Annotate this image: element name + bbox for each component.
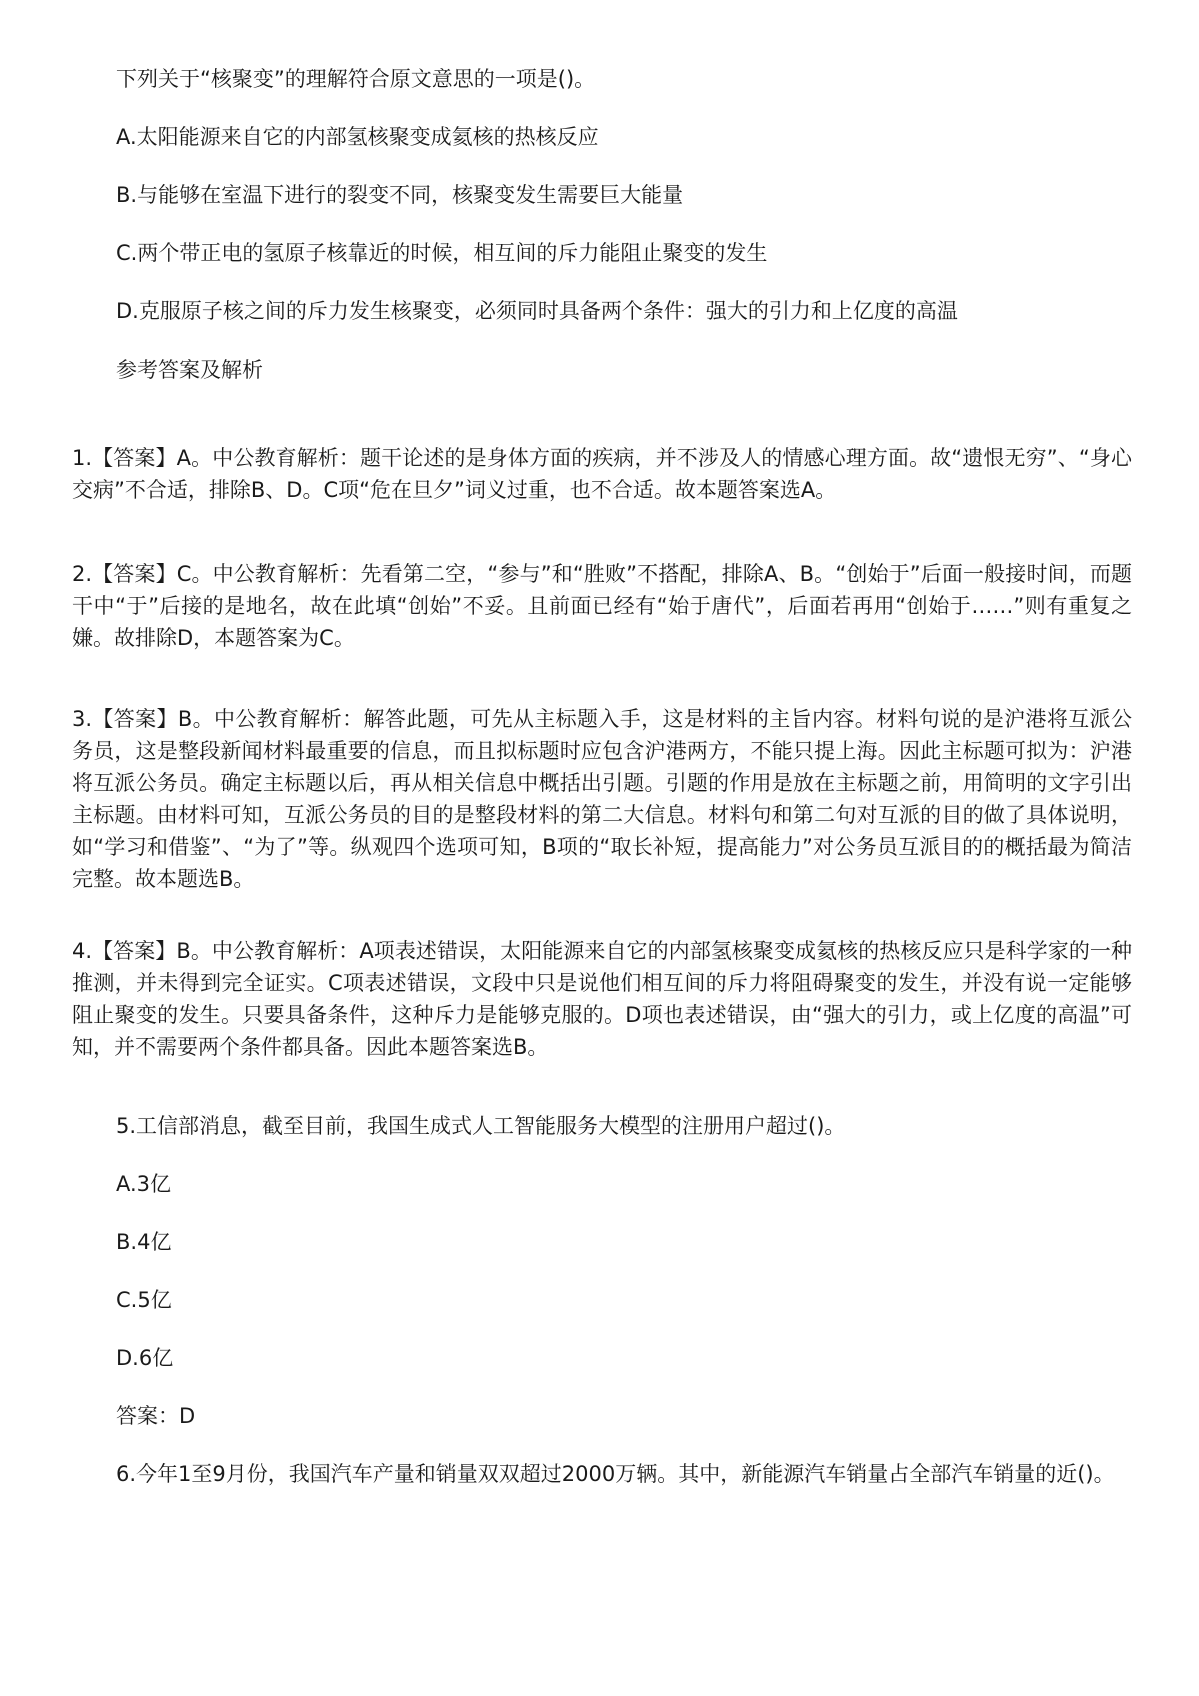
q5-option-c: C.5亿	[116, 1288, 172, 1312]
question-5-stem: 5.工信部消息，截至目前，我国生成式人工智能服务大模型的注册用户超过()。	[116, 1114, 846, 1138]
option-b: B.与能够在室温下进行的裂变不同，核聚变发生需要巨大能量	[116, 183, 684, 207]
explanation-4: 4.【答案】B。中公教育解析：A项表述错误，太阳能源来自它的内部氢核聚变成氦核的热核反应只是科学家的一种推测，并未得到完全证实。C项表述错误，文段中只是说他们相互间的斥力将阻碍聚变的发生，并没有说一定能够阻止聚变的发生。只要具备条件，这种斥力是能够克服的。D项也表述错误，由“强大的引力，或上亿度的高温”可知，并不需要两个条件都具备。因此本题答案选B。	[72, 939, 1132, 1059]
q5-option-d: D.6亿	[116, 1346, 174, 1370]
explanation-3: 3.【答案】B。中公教育解析：解答此题，可先从主标题入手，这是材料的主旨内容。材料句说的是沪港将互派公务员，这是整段新闻材料最重要的信息，而且拟标题时应包含沪港两方，不能只提上海。因此主标题可拟为：沪港将互派公务员。确定主标题以后，再从相关信息中概括出引题。引题的作用是放在主标题之前，用简明的文字引出主标题。由材料可知，互派公务员的目的是整段材料的第二大信息。材料句和第二句对互派的目的做了具体说明，如“学习和借鉴”、“为了”等。纵观四个选项可知，B项的“取长补短，提高能力”对公务员互派目的的概括最为简洁完整。故本题选B。	[72, 707, 1132, 891]
q5-option-a: A.3亿	[116, 1172, 172, 1196]
explanation-1: 1.【答案】A。中公教育解析：题干论述的是身体方面的疾病，并不涉及人的情感心理方面。故“遗恨无穷”、“身心交病”不合适，排除B、D。C项“危在旦夕”词义过重，也不合适。故本题答案选A。	[72, 446, 1132, 502]
explanation-2: 2.【答案】C。中公教育解析：先看第二空，“参与”和“胜败”不搭配，排除A、B。“创始于”后面一般接时间，而题干中“于”后接的是地名，故在此填“创始”不妥。且前面已经有“始于唐代”，后面若再用“创始于……”则有重复之嫌。故排除D，本题答案为C。	[72, 562, 1132, 650]
option-d: D.克服原子核之间的斥力发生核聚变，必须同时具备两个条件：强大的引力和上亿度的高温	[116, 299, 958, 323]
answers-heading: 参考答案及解析	[116, 358, 263, 382]
question-stem: 下列关于“核聚变”的理解符合原文意思的一项是()。	[116, 67, 596, 91]
option-c: C.两个带正电的氢原子核靠近的时候，相互间的斥力能阻止聚变的发生	[116, 241, 768, 265]
option-a: A.太阳能源来自它的内部氢核聚变成氦核的热核反应	[116, 125, 599, 149]
q5-answer: 答案：D	[116, 1404, 196, 1428]
question-6-stem: 6.今年1至9月份，我国汽车产量和销量双双超过2000万辆。其中，新能源汽车销量占全部汽车销量的近()。	[116, 1462, 1115, 1486]
q5-option-b: B.4亿	[116, 1230, 172, 1254]
